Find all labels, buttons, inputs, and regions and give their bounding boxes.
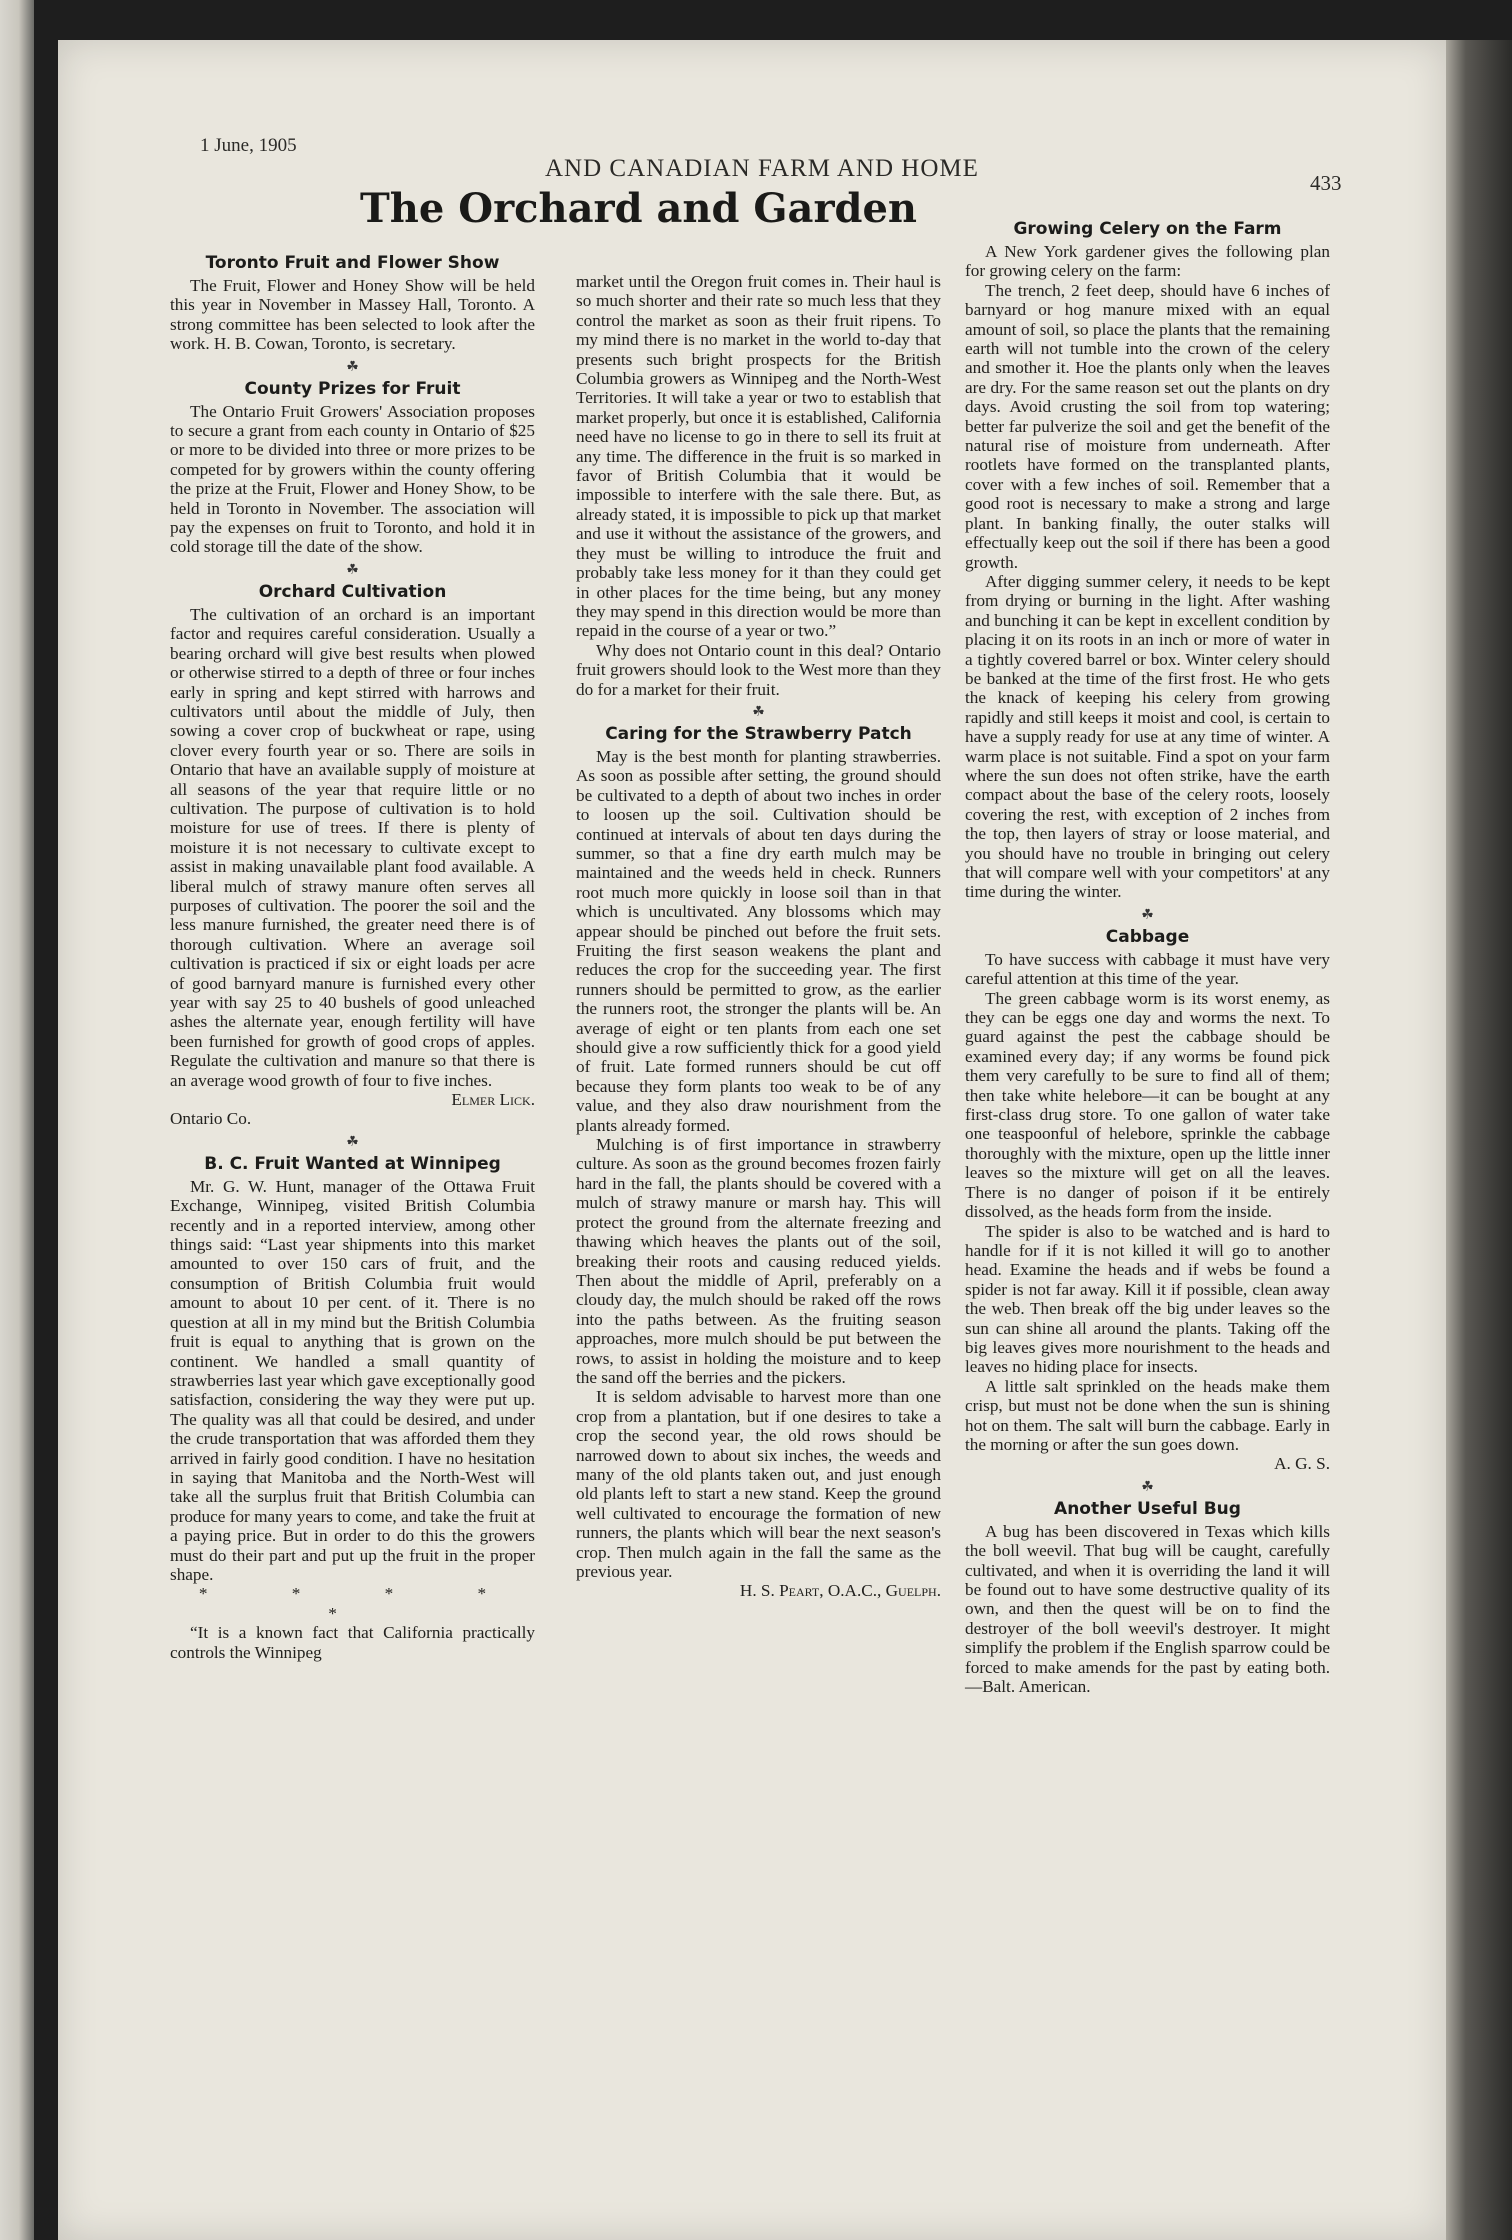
article-paragraph: The spider is also to be watched and is hard to handle for if it is not killed it will go to another head. Examine the heads and if webs be found a spider is not far away. Kill it if possible, clean away the web. Then break off the big under leaves so the sun can shine all around the plants. Taking off the big leaves gives more nourishment to the heads and leaves no hiding place for insects. — [965, 1221, 1330, 1377]
article-paragraph: It is seldom advisable to harvest more than one crop from a plantation, but if one desires to take a crop the second year, the old rows should be narrowed down to about six inches, the weeds and many of the old plants taken out, and just enough old plants left to start a new stand. Keep the ground well cultivated to encourage the formation of new runners, the plants which will bear the next season's crop. Then mulch again in the fall the same as the previous year. — [576, 1387, 941, 1581]
column-1 — [170, 252, 535, 1662]
article-heading: Orchard Cultivation — [258, 581, 447, 602]
issue-date: 1 June, 1905 — [200, 135, 297, 156]
article-heading: Growing Celery on the Farm — [1013, 219, 1282, 239]
article-heading: County Prizes for Fruit — [244, 378, 461, 399]
article-heading: Another Useful Bug — [1054, 1498, 1241, 1519]
author-location: Ontario Co. — [170, 1109, 252, 1129]
page-number: 433 — [1310, 171, 1342, 195]
article-paragraph: “It is a known fact that California practically controls the Winnipeg — [170, 1623, 535, 1662]
author-signature: A. G. S. — [1274, 1454, 1330, 1474]
book-binding-edge — [1446, 40, 1512, 2240]
article-paragraph: The Ontario Fruit Growers' Association proposes to secure a grant from each county in Ontario of $25 or more to be divided into three or more prizes to be competed for by growers within the county offering the prize at the Fruit, Flower and Honey Show, to be held in Toronto in November. The association will pay the expenses on fruit to Toronto, and hold it in cold storage till the date of the show. — [170, 401, 535, 557]
page-header — [200, 115, 1360, 195]
article-heading: Caring for the Strawberry Patch — [605, 723, 912, 744]
article-heading: B. C. Fruit Wanted at Winnipeg — [204, 1153, 501, 1174]
article-paragraph: market until the Oregon fruit comes in. Their haul is so much shorter and their rate so much less that they control the market as soon as their fruit ripens. To my mind there is no market in the world to-day that presents such bright prospects for the British Columbia growers as Winnipeg and the North-West Territories. It will take a year or two to establish that market properly, but once it is established, California need have no license to go in there to sell its fruit at any time. The difference in the fruit is so marked in favor of British Columbia that it would be impossible to interfere with the sale there. But, as already stated, it is impossible to pick up that market and use it without the assistance of the growers, and they must be willing to introduce the fruit and probably take less money for it than they could get in other places for the time being, but any money they may spend in this direction would be more than repaid in the course of a year or two.” — [576, 272, 941, 641]
article-paragraph: The cultivation of an orchard is an important factor and requires careful consideration. Usually a bearing orchard will give best results when plowed or otherwise stirred to a depth of three or four inches early in spring and kept stirred with harrows and cultivators until about the middle of July, then sowing a cover crop of buckwheat or rape, using clover every fourth year or so. There are soils in Ontario that have an available supply of moisture at all seasons of the year that require little or no cultivation. The purpose of cultivation is to hold moisture for use of trees. If there is plenty of moisture it is not necessary to cultivate except to assist in making unavailable plant food available. A liberal mulch of strawy manure often serves all purposes of cultivation. The poorer the soil and the less manure furnished, the greater need there is of thorough cultivation. Where an average soil cultivation is practiced if six or eight loads per acre of good barnyard manure is furnished every other year with say 25 to 40 bushels of good unleached ashes the alternate year, enough fertility will have been furnished for growth of good crops of apples. Regulate the cultivation and manure so that there is an average wood growth of four to five inches. — [170, 604, 535, 1090]
clover-separator-icon: ☘ — [346, 358, 359, 375]
running-title: AND CANADIAN FARM AND HOME — [545, 155, 979, 182]
clover-separator-icon: ☘ — [1141, 1478, 1154, 1495]
author-signature: H. S. Peart, O.A.C., Guelph. — [739, 1581, 941, 1601]
section-title: The Orchard and Garden — [360, 185, 918, 232]
scan-left-edge — [0, 0, 34, 2240]
article-paragraph: Mr. G. W. Hunt, manager of the Ottawa Fruit Exchange, Winnipeg, visited British Columbia recently and in a reported interview, among other things said: “Last year shipments into this market amounted to over 150 cars of fruit, and the consumption of British Columbia fruit would amount to about 10 per cent. of it. There is no question at all in my mind but the British Columbia fruit is equal to anything that is grown on the continent. We handled a small quantity of strawberries last year which gave exceptionally good satisfaction, considering the way they were put up. The quality was all that could be desired, and under the crude transportation that was afforded them they arrived in fairly good condition. I have no hesitation in saying that Manitoba and the North-West will take all the surplus fruit that British Columbia can produce for many years to come, and take the fruit at a paying price. But in order to do this the growers must do their part and put up the fruit in the proper shape. — [170, 1176, 535, 1584]
article-paragraph: The trench, 2 feet deep, should have 6 inches of barnyard or hog manure mixed with an equal amount of soil, so place the plants that the remaining earth will not tumble into the crown of the celery and smother it. Hoe the plants only when the leaves are dry. For the same reason set out the plants on dry days. Avoid crusting the soil from top watering; better far pulverize the soil and get the benefit of the natural rise of moisture from underneath. After rootlets have formed on the transplanted plants, cover with a few inches of soil. Remember that a good root is necessary to make a strong and large plant. In banking finally, the outer stalks will effectually keep out the soil if there has been a good growth. — [965, 280, 1330, 572]
clover-separator-icon: ☘ — [1141, 906, 1154, 923]
clover-separator-icon: ☘ — [346, 561, 359, 578]
article-paragraph: Mulching is of first importance in strawberry culture. As soon as the ground becomes frozen fairly hard in the fall, the plants should be covered with a mulch of strawy manure or marsh hay. This will protect the ground from the alternate freezing and thawing which heaves the plants out of the soil, breaking their roots and causing reduced yields. Then about the middle of April, preferably on a cloudy day, the mulch should be raked off the rows into the paths between. As the fruiting season approaches, more mulch should be put between the rows, to assist in holding the moisture and to keep the sand off the berries and the pickers. — [576, 1135, 941, 1387]
asterisk-divider: * * * * * — [198, 1584, 527, 1623]
article-heading: Toronto Fruit and Flower Show — [205, 253, 500, 273]
article-paragraph: May is the best month for planting strawberries. As soon as possible after setting, the ground should be cultivated to a depth of about two inches in order to loosen up the soil. Cultivation should be continued at intervals of about ten days during the summer, so that a fine dry earth mulch may be maintained and the weeds held in check. Runners root much more quickly in loose soil than in that which is uncultivated. Any blossoms which may appear should be pinched out before the fruit sets. Fruiting the first season weakens the plant and reduces the crop for the succeeding year. The first runners should be permitted to grow, as the earlier the runners root, the stronger the plants will be. An average of eight or ten plants from each one set should give a row sufficiently thick for a good yield of fruit. Late formed runners should be cut off because they form plants too weak to be of any value, and they also draw nourishment from the plants already formed. — [576, 746, 941, 1135]
article-paragraph: To have success with cabbage it must have very careful attention at this time of the year. — [965, 949, 1330, 989]
article-paragraph: After digging summer celery, it needs to be kept from drying or burning in the light. After washing and bunching it can be kept in excellent condition by placing it on its roots in an inch or more of water in a tightly covered barrel or box. Winter celery should be banked at the time of the first frost. He who gets the knack of keeping his celery from growing rapidly and still keeps it moist and cool, is certain to have a supply ready for use at any time of winter. A warm place is not suitable. Find a spot on your farm where the sun does not often strike, have the earth compact about the base of the celery roots, loosely covering the rest, with exception of 2 inches from the top, then layers of stray or loose material, and you should have no trouble in bringing out celery that will compare well with your competitors' at any time during the winter. — [965, 571, 1330, 902]
article-paragraph: A bug has been discovered in Texas which kills the boll weevil. That bug will be caught, carefully cultivated, and when it is overriding the land it will be found out to have some destructive quality of its own, and then the quest will be on to find the destroyer of the boll weevil's destroyer. It might simplify the problem if the English sparrow could be forced to make amends for the past by eating both.—Balt. American. — [965, 1521, 1330, 1697]
author-signature: Elmer Lick. — [451, 1090, 535, 1110]
article-paragraph: A New York gardener gives the following plan for growing celery on the farm: — [965, 242, 1330, 281]
column-2 — [576, 272, 941, 1601]
article-paragraph: Why does not Ontario count in this deal? Ontario fruit growers should look to the West more than they do for a market for their fruit. — [576, 640, 941, 699]
clover-separator-icon: ☘ — [752, 703, 765, 720]
article-heading: Cabbage — [1105, 926, 1190, 947]
clover-separator-icon: ☘ — [346, 1133, 359, 1150]
article-paragraph: The Fruit, Flower and Honey Show will be held this year in November in Massey Hall, Toronto. A strong committee has been selected to look after the work. H. B. Cowan, Toronto, is secretary. — [170, 276, 535, 354]
article-paragraph: A little salt sprinkled on the heads make them crisp, but must not be done when the sun is shining hot on them. The salt will burn the cabbage. Early in the morning or after the sun goes down. — [965, 1376, 1330, 1454]
article-paragraph: The green cabbage worm is its worst enemy, as they can be eggs one day and worms the next. To guard against the pest the cabbage should be examined every day; if any worms be found pick them very carefully to be sure to find all of them; then take white helebore—it can be bought at any first-class drug store. To one gallon of water take one teaspoonful of helebore, sprinkle the cabbage thoroughly with the mixture, open up the little inner leaves so the mixture will get on all the leaves. There is no danger of poison if it be entirely dissolved, as the heads form from the inside. — [965, 988, 1330, 1222]
column-3 — [965, 218, 1330, 1696]
